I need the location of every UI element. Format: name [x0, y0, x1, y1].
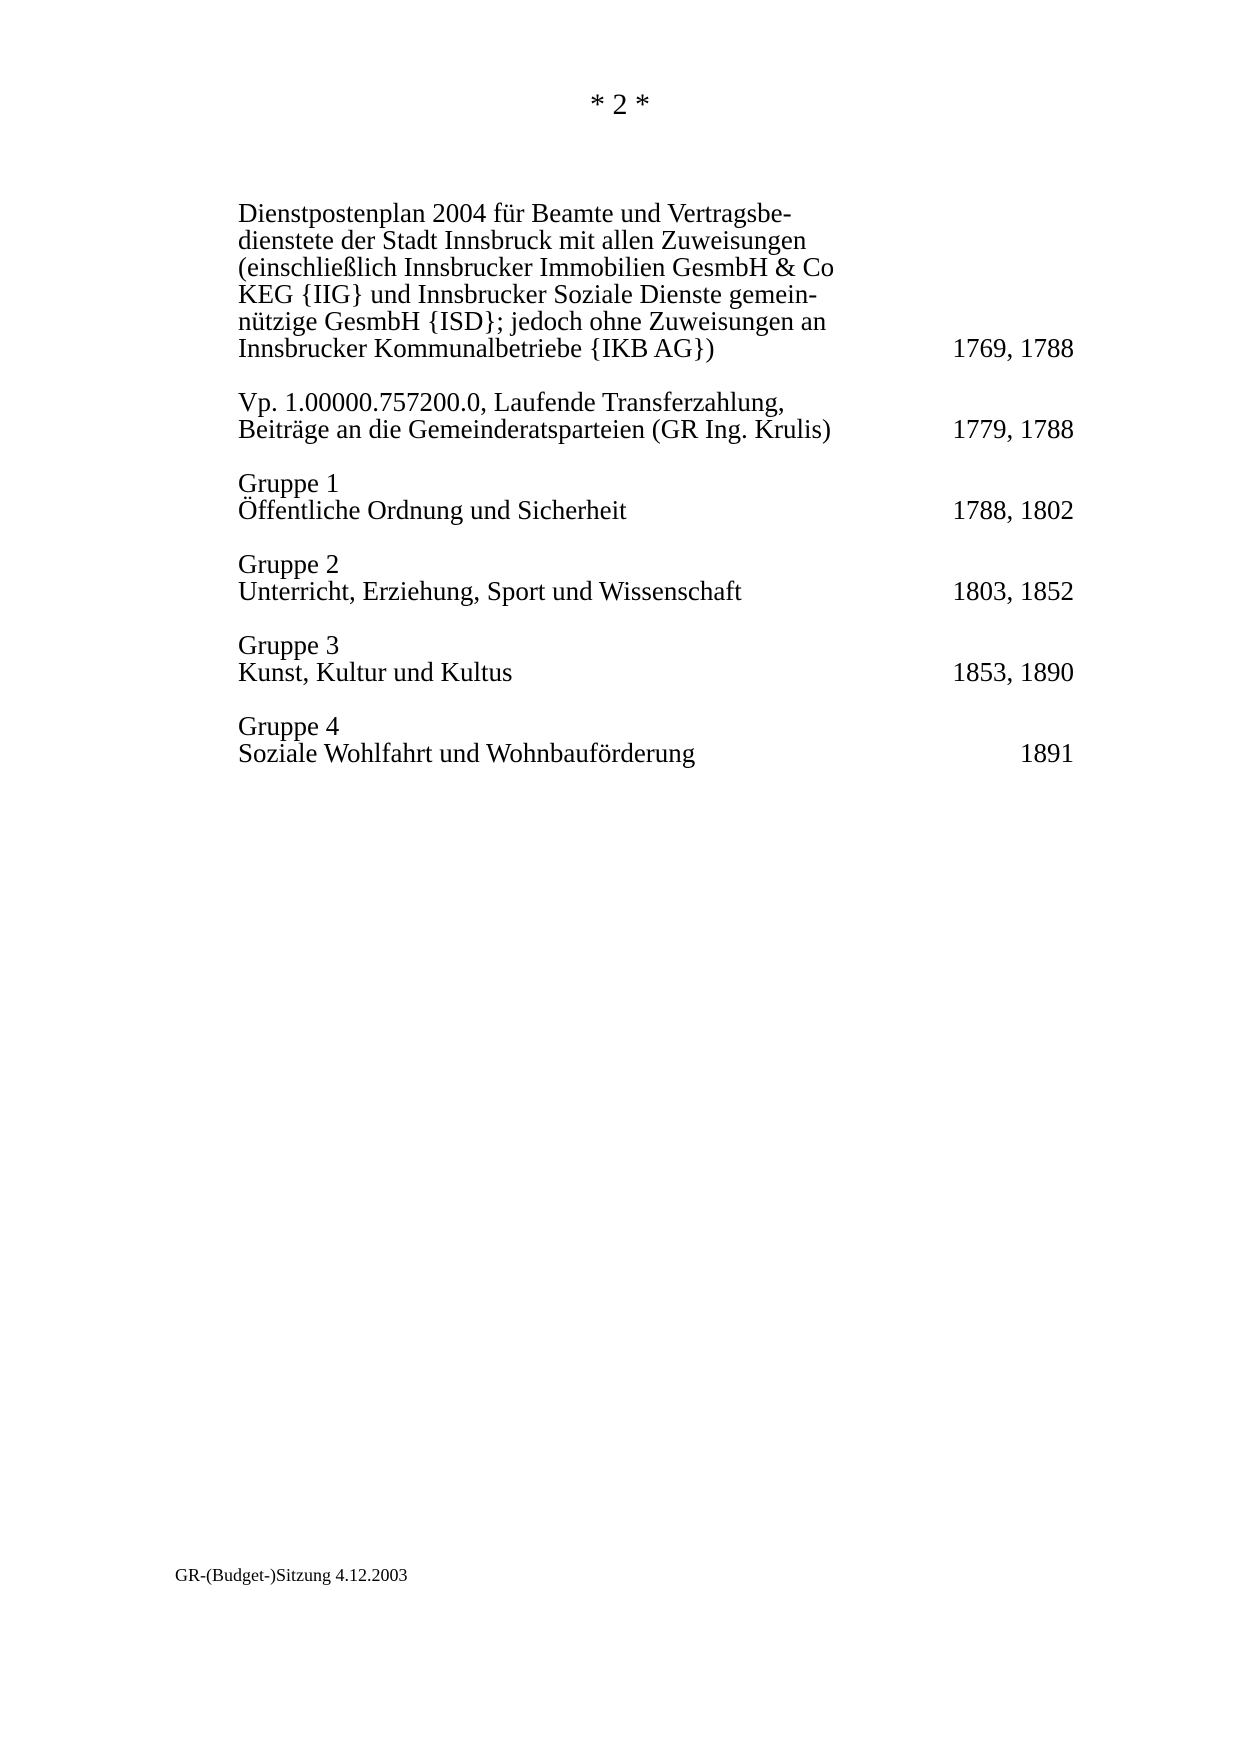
toc-entry-transferzahlung	[238, 389, 1074, 443]
toc-entry-text	[238, 632, 513, 686]
toc-entry-gruppe-3	[238, 632, 1074, 686]
toc-entry-text	[238, 713, 695, 767]
toc-entry-pages: 1788, 1802	[952, 495, 1074, 525]
toc-entry-pages: 1853, 1890	[952, 657, 1074, 687]
toc-entry-gruppe-2	[238, 551, 1074, 605]
toc-entry-pages: 1779, 1788	[952, 414, 1074, 444]
toc-entry-line: KEG {IIG} und Innsbrucker Soziale Dienste gemein-	[238, 279, 818, 309]
toc-entry-line: nützige GesmbH {ISD}; jedoch ohne Zuweisungen an	[238, 306, 827, 336]
toc-entry-line: (einschließlich Innsbrucker Immobilien GesmbH & Co	[238, 252, 835, 282]
toc-entry-group-title: Unterricht, Erziehung, Sport und Wissenschaft	[238, 576, 742, 606]
toc-entry-pages: 1891	[1020, 738, 1074, 768]
toc-entry-text	[238, 470, 627, 524]
toc-entry-line: Beiträge an die Gemeinderatsparteien (GR Ing. Krulis)	[238, 414, 832, 444]
toc-entry-group-label: Gruppe 1	[238, 468, 340, 498]
toc-entry-line: dienstete der Stadt Innsbruck mit allen Zuweisungen	[238, 225, 807, 255]
toc-entry-line: Dienstpostenplan 2004 für Beamte und Vertragsbe-	[238, 198, 792, 228]
toc-entry-gruppe-1	[238, 470, 1074, 524]
toc-entry-line: Vp. 1.00000.757200.0, Laufende Transferzahlung,	[238, 387, 785, 417]
toc-entry-group-label: Gruppe 2	[238, 549, 340, 579]
table-of-contents	[238, 200, 1074, 794]
toc-entry-dienstpostenplan	[238, 200, 1074, 362]
toc-entry-pages: 1803, 1852	[952, 576, 1074, 606]
toc-entry-text	[238, 389, 831, 443]
toc-entry-line: Innsbrucker Kommunalbetriebe {IKB AG})	[238, 333, 715, 363]
toc-entry-text	[238, 551, 742, 605]
footer-session-label: GR-(Budget-)Sitzung 4.12.2003	[175, 1565, 408, 1585]
toc-entry-gruppe-4	[238, 713, 1074, 767]
toc-entry-pages: 1769, 1788	[952, 333, 1074, 363]
page-number: * 2 *	[590, 88, 650, 121]
toc-entry-group-title: Soziale Wohlfahrt und Wohnbauförderung	[238, 738, 696, 768]
toc-entry-text	[238, 200, 834, 362]
toc-entry-group-title: Kunst, Kultur und Kultus	[238, 657, 513, 687]
toc-entry-group-title: Öffentliche Ordnung und Sicherheit	[238, 495, 627, 525]
toc-entry-group-label: Gruppe 4	[238, 711, 340, 741]
toc-entry-group-label: Gruppe 3	[238, 630, 340, 660]
